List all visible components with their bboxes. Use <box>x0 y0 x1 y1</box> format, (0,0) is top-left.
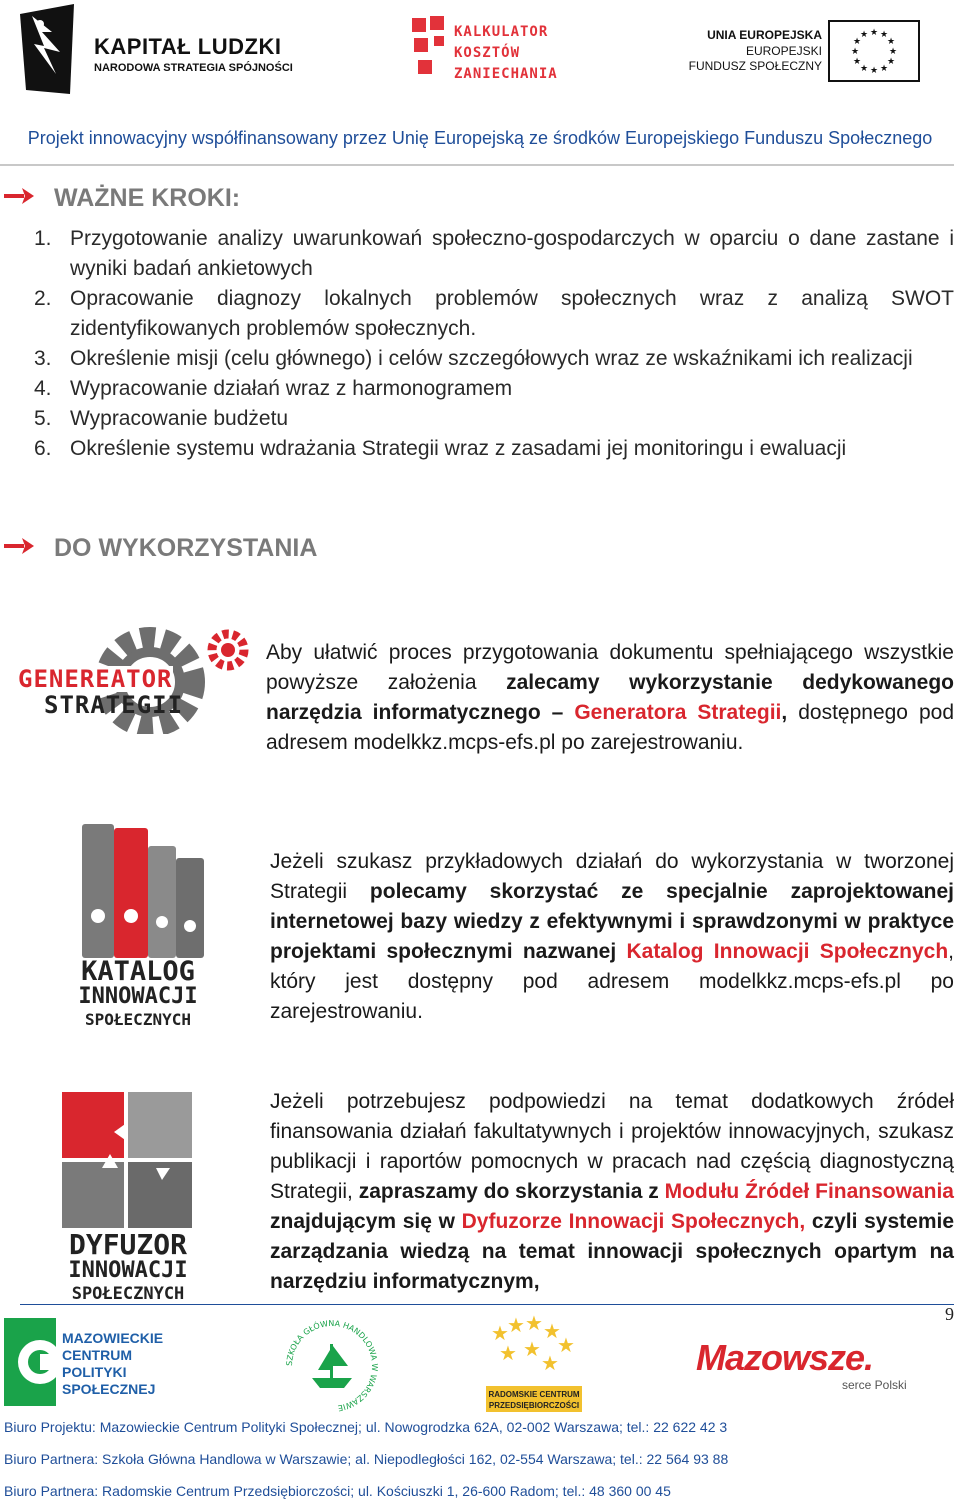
mcps-line-4: SPOŁECZNEJ <box>62 1381 156 1397</box>
eu-line-1: UNIA EUROPEJSKA <box>707 28 822 42</box>
arrow-right-icon <box>4 536 34 556</box>
binders-icon <box>74 818 210 960</box>
dyfuzor-bold-2: znajdującym się w <box>270 1210 462 1233</box>
generator-logo-text <box>18 665 184 719</box>
rcp-logo <box>486 1312 582 1412</box>
generator-logo-line-2: STRATEGII <box>44 691 184 719</box>
mcps-emblem-icon <box>4 1318 60 1406</box>
svg-text:★: ★ <box>879 64 889 74</box>
step-text: Określenie misji (celu głównego) i celów szczegółowych wraz ze wskaźnikami ich realizacji <box>70 347 913 370</box>
footer-address-sgh: Biuro Partnera: Szkoła Główna Handlowa w Warszawie; al. Niepodległości 162, 02-554 Warszawa; tel.: 22 564 93 88 <box>4 1451 729 1467</box>
mcps-logo-text <box>62 1330 163 1398</box>
generator-logo-line-1: GENEREATOR <box>18 665 173 693</box>
generator-strategii-link: Generatora Strategii <box>574 701 782 724</box>
dyfuzor-paragraph <box>270 1087 954 1297</box>
modul-zrodel-link: Modułu Źródeł Finansowania <box>664 1180 954 1203</box>
dyfuzor-logo-line-3: SPOŁECZNYCH <box>71 1284 185 1304</box>
mazowsze-logo <box>696 1338 922 1398</box>
step-text: Wypracowanie budżetu <box>70 407 289 430</box>
generator-text-2: dostępnego pod adresem modelkkz.mcps-efs.pl po zarejestrowaniu. <box>266 701 954 754</box>
mazowsze-tagline: serce Polski <box>842 1378 907 1392</box>
step-number: 5. <box>34 407 52 430</box>
step-text: Wypracowanie działań wraz z harmonogramem <box>70 377 513 400</box>
mcps-line-1: MAZOWIECKIE <box>62 1330 164 1346</box>
katalog-innowacji-logo <box>68 818 216 1032</box>
footer-divider <box>20 1304 954 1305</box>
katalog-logo-line-3: SPOŁECZNYCH <box>85 1010 191 1029</box>
list-item <box>34 344 954 374</box>
katalog-text-2: , który jest dostępny pod adresem modelkkz.mcps-efs.pl po zarejestrowaniu. <box>270 940 954 1023</box>
generator-paragraph <box>266 638 954 758</box>
project-tagline: Projekt innowacyjny współfinansowany przez Unię Europejską ze środków Europejskiego Funduszu Społecznego <box>27 128 933 148</box>
generator-strategii-logo <box>18 626 250 734</box>
step-text: Opracowanie diagnozy lokalnych problemów społecznych wraz z analizą SWOT zidentyfikowanych problemów społecznych. <box>70 287 954 340</box>
svg-text:★: ★ <box>859 64 869 74</box>
arrow-right-icon <box>4 186 34 206</box>
dyfuzor-innowacji-logo <box>58 1092 196 1306</box>
generator-text-1: Aby ułatwić proces przygotowania dokumentu spełniającego wszystkie powyższe założenia <box>266 641 954 694</box>
header-divider <box>0 164 954 166</box>
dyfuzor-logo-line-2: INNOWACJI <box>68 1258 188 1283</box>
svg-text:★: ★ <box>850 47 860 57</box>
sgh-seal-text: SZKOŁA GŁÓWNA HANDLOWA W WARSZAWIE <box>284 1318 380 1413</box>
dyfuzor-logo-line-1: DYFUZOR <box>68 1228 187 1261</box>
list-item <box>34 434 954 464</box>
katalog-text-1: Jeżeli szukasz przykładowych działań do wykorzystania w tworzonej Strategii <box>270 850 954 903</box>
kapital-ludzki-title: KAPITAŁ LUDZKI <box>94 34 282 59</box>
svg-text:★: ★ <box>852 57 862 67</box>
list-item <box>34 284 954 344</box>
dyfuzor-innowacji-link: Dyfuzorze Innowacji Społecznych, <box>461 1210 806 1233</box>
svg-text:★: ★ <box>507 1313 525 1337</box>
svg-text:★: ★ <box>859 30 869 40</box>
generator-bold-2: , <box>781 701 788 724</box>
footer-address-project: Biuro Projektu: Mazowieckie Centrum Polityki Społecznej; ul. Nowogrodzka 62A, 02-002 Warszawa; tel.: 22 622 42 3 <box>4 1419 728 1435</box>
svg-text:★: ★ <box>869 66 879 76</box>
dyfuzor-squares-icon <box>62 1092 192 1228</box>
katalog-innowacji-link: Katalog Innowacji Społecznych <box>626 940 949 963</box>
mcps-logo <box>4 1318 174 1410</box>
rcp-label: RADOMSKIE CENTRUM PRZEDSIĘBIORCZOŚCI <box>486 1386 582 1412</box>
svg-text:★: ★ <box>557 1333 575 1357</box>
svg-text:★: ★ <box>491 1321 509 1345</box>
svg-text:★: ★ <box>499 1341 517 1365</box>
svg-text:★: ★ <box>525 1312 543 1335</box>
kalkulator-line-2: KOSZTÓW <box>454 45 521 61</box>
dyfuzor-text-1: Jeżeli potrzebujesz podpowiedzi na temat dodatkowych źródeł finansowania działań fakultatywnych i projektów innowacyjnych, szukasz publikacji i raportów pomocnych w pracach nad częścią diagnostyczną Strategii, <box>270 1090 954 1203</box>
mazowsze-wordmark: Mazowsze. <box>696 1337 874 1378</box>
kalkulator-line-3: ZANIECHANIA <box>454 66 558 82</box>
generator-bold-1: zalecamy wykorzystanie dedykowanego narzędzia informatycznego – <box>266 671 954 724</box>
step-number: 6. <box>34 437 52 460</box>
katalog-paragraph <box>270 847 954 1027</box>
steps-list <box>34 224 954 464</box>
step-number: 1. <box>34 227 52 250</box>
katalog-logo-line-1: KATALOG <box>81 956 195 987</box>
svg-text:★: ★ <box>541 1351 559 1375</box>
kapital-ludzki-subtitle: NARODOWA STRATEGIA SPÓJNOŚCI <box>94 62 293 74</box>
sgh-seal-logo <box>282 1316 382 1416</box>
katalog-logo-line-2: INNOWACJI <box>78 984 198 1009</box>
page-number: 9 <box>945 1304 954 1324</box>
list-item <box>34 224 954 284</box>
usage-heading: DO WYKORZYSTANIA <box>54 534 318 562</box>
step-text: Określenie systemu wdrażania Strategii wraz z zasadami jej monitoringu i ewaluacji <box>70 437 847 460</box>
kapital-ludzki-emblem-icon <box>12 4 82 94</box>
svg-text:★: ★ <box>869 28 879 38</box>
svg-text:★: ★ <box>886 57 896 67</box>
mcps-line-3: POLITYKI <box>62 1364 127 1380</box>
svg-text:★: ★ <box>852 37 862 47</box>
mcps-line-2: CENTRUM <box>62 1347 132 1363</box>
eu-logo <box>690 20 922 84</box>
list-item <box>34 374 954 404</box>
svg-text:★: ★ <box>543 1319 561 1343</box>
footer-address-rcp: Biuro Partnera: Radomskie Centrum Przedsiębiorczości; ul. Kościuszki 1, 26-600 Radom; tel.: 48 360 00 45 <box>4 1483 671 1499</box>
kalkulator-line-1: KALKULATOR <box>454 24 549 40</box>
eu-line-2: EUROPEJSKI <box>745 44 822 58</box>
stars-icon <box>486 1312 582 1386</box>
svg-text:★: ★ <box>888 47 898 57</box>
kalkulator-logo <box>408 14 558 80</box>
dyfuzor-bold-3: czyli systemie zarządzania wiedzą na temat innowacji społecznych opartym na narzędziu informatycznym, <box>270 1210 955 1293</box>
step-number: 4. <box>34 377 52 400</box>
svg-text:★: ★ <box>879 30 889 40</box>
dyfuzor-bold-1: zapraszamy do skorzystania z <box>358 1180 665 1203</box>
svg-text:★: ★ <box>886 37 896 47</box>
step-number: 2. <box>34 287 52 310</box>
list-item <box>34 404 954 434</box>
svg-text:★: ★ <box>523 1337 541 1361</box>
eu-line-3: FUNDUSZ SPOŁECZNY <box>688 59 822 73</box>
step-number: 3. <box>34 347 52 370</box>
kapital-ludzki-logo <box>12 4 302 96</box>
eu-flag-icon <box>828 20 920 82</box>
kalkulator-house-icon <box>408 14 448 80</box>
step-text: Przygotowanie analizy uwarunkowań społeczno-gospodarczych w oparciu o dane zastane i wyniki badań ankietowych <box>70 227 954 280</box>
steps-heading: WAŻNE KROKI: <box>54 184 241 212</box>
katalog-bold-1: polecamy skorzystać ze specjalnie zaprojektowanej internetowej bazy wiedzy z efektywnymi i sprawdzonymi w praktyce projektami społecznymi nazwanej <box>270 880 954 963</box>
